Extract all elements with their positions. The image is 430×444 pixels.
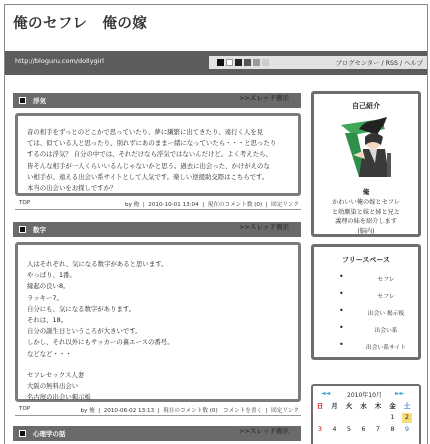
weekday-label: 金: [389, 402, 396, 410]
post-body-box: [15, 242, 301, 402]
nav-links[interactable]: ブログセンター / RSS / ヘルプ: [335, 60, 423, 67]
site-url[interactable]: http://bloguru.com/dollygirl: [15, 57, 104, 65]
post-line: 自分にも、気になる数字があります。: [27, 304, 136, 313]
profile-heading: 自己紹介: [352, 102, 380, 110]
post-title[interactable]: 数字: [33, 226, 46, 234]
title-square-icon: [19, 430, 26, 437]
profile-description: [314, 198, 418, 236]
desc-line: 義理の妹を紹介します: [335, 218, 397, 225]
list-item[interactable]: [314, 324, 418, 341]
list-item[interactable]: [314, 341, 418, 358]
post-line: 本当の出会いをお探しですか？: [27, 184, 117, 193]
calendar-day[interactable]: 5: [346, 425, 352, 433]
post-date: 2010-10-01 13:04: [148, 202, 199, 208]
dark-square-icon: [217, 59, 224, 66]
spacer: [27, 360, 289, 370]
comment-count[interactable]: 現在のコメント数 (0): [163, 408, 218, 414]
link-label[interactable]: 出会い系: [374, 328, 398, 334]
bullet-icon: •: [339, 306, 344, 315]
post-date: 2010-06-02 13:13: [103, 408, 155, 414]
post-line: 皆そんな相手が一人くらいいるんじゃないかと思う。過去に出会った、かけがえのな: [27, 161, 270, 170]
title-square-icon: [19, 97, 26, 104]
free-space-box: [311, 244, 421, 360]
calendar-day[interactable]: 7: [375, 425, 381, 433]
post-body-box: [15, 113, 301, 196]
desc-line: かわいい俺の嫁とセフレ: [332, 199, 400, 206]
light-gray-square-icon: [253, 59, 260, 66]
header-bar: [5, 51, 427, 75]
calendar-day[interactable]: 4: [332, 425, 337, 433]
post-title[interactable]: 浮気: [33, 97, 46, 105]
post-title[interactable]: 心理学の話: [33, 430, 66, 438]
list-item[interactable]: [314, 273, 418, 290]
prev-month-icon[interactable]: ◄◄: [321, 390, 331, 397]
weekday-label: 水: [360, 402, 367, 410]
list-item[interactable]: [314, 290, 418, 307]
author: by 俺: [80, 408, 95, 414]
post-line: 縁起の良い8。: [27, 282, 70, 291]
bullet-icon: •: [339, 289, 344, 298]
desc-line: (脳内): [357, 227, 375, 235]
post-line: 音の相手をずっとのどこかで思っていたり、夢に繊繁に出てきたり、遠行く人を見: [27, 128, 264, 136]
ad-link[interactable]: 大阪の無料出会い: [27, 382, 79, 391]
link-label[interactable]: セフレ: [377, 294, 395, 300]
title-square-icon: [19, 226, 26, 233]
ad-link[interactable]: セフレセックス人妻: [27, 370, 85, 379]
post-line: ラッキー7。: [27, 293, 63, 302]
link-label[interactable]: 出会い 掲示板: [367, 311, 405, 317]
site-title[interactable]: 俺のセフレ 俺の嫁: [13, 16, 148, 32]
post-meta-info: by 俺 | 2010-06-02 13:13 | 現在のコメント数 (0) コメントを書く | 固定リンク: [80, 408, 299, 414]
link-label[interactable]: 出会い系サイト: [365, 345, 407, 351]
permalink[interactable]: 固定リンク: [271, 408, 299, 414]
post-line: しかし、それ以外にもサッカーの裏エースの番号。: [27, 338, 174, 347]
weekday-label: 木: [374, 402, 382, 410]
thread-view-link[interactable]: >>スレッド表示: [239, 94, 289, 102]
post-meta-info: by 俺 | 2010-10-01 13:04 | 現在のコメント数 (0) | 固定リンク: [125, 202, 299, 208]
calendar-day[interactable]: 3: [317, 425, 323, 433]
comment-count[interactable]: 現在のコメント数 (0): [207, 202, 263, 208]
thread-view-link[interactable]: >>スレッド表示: [239, 223, 289, 231]
weekday-label: 月: [331, 402, 338, 410]
calendar-day[interactable]: 1: [390, 413, 395, 421]
post-content: [18, 245, 298, 403]
calendar-day[interactable]: 9: [404, 425, 410, 433]
link-label[interactable]: セフレ: [377, 277, 395, 283]
pale-square-icon: [262, 59, 269, 66]
permalink[interactable]: 固定リンク: [271, 202, 299, 208]
sub-navigation: [209, 56, 427, 69]
bullet-icon: •: [339, 323, 344, 332]
write-comment-link[interactable]: コメントを書く: [222, 408, 263, 414]
gray-square-icon: [244, 59, 251, 66]
dark-square-icon: [235, 59, 242, 66]
bullet-icon: •: [339, 272, 344, 281]
top-link[interactable]: TOP: [19, 406, 31, 412]
next-month-icon[interactable]: ►►: [395, 390, 405, 397]
calendar-day[interactable]: 6: [361, 425, 366, 433]
calendar-day[interactable]: 8: [390, 425, 395, 433]
profile-name[interactable]: 俺: [362, 188, 370, 196]
calendar-day[interactable]: 2: [402, 413, 412, 423]
post-line: 人はそれぞれ、気になる数字があると思います。: [27, 260, 168, 268]
post-meta: [15, 404, 301, 416]
post-line: するのは浮気？ 自分の中では、それだけなら浮気ではないんだけど。よく考えたら、: [27, 150, 272, 159]
profile-avatar-image: [333, 115, 395, 181]
calendar-month: 2010年10月: [347, 392, 382, 399]
profile-box: [311, 91, 421, 237]
bullet-icon: •: [339, 340, 344, 349]
list-item[interactable]: [314, 307, 418, 324]
weekday-label: 土: [403, 402, 411, 410]
post-content: [18, 116, 298, 194]
post-line: い相手が。遠える出会い系サイトとして人気です。楽しい逆援助交際はこちらです。: [27, 172, 269, 181]
free-space-heading: フリースペース: [341, 256, 391, 264]
post-line: ては、似ている人と思ったり、別れずにあのままー緒になっていたら・・・と思ったり: [27, 139, 277, 148]
free-space-list: [314, 273, 418, 358]
post-line: それは、18。: [27, 316, 68, 325]
calendar: [311, 384, 421, 444]
white-square-icon: [226, 59, 233, 66]
post-meta: [15, 198, 301, 210]
post-line: 自分の誕生日というころが大きいです。: [27, 327, 142, 336]
desc-line: と幼馴染と妹と姉と兄と: [331, 208, 401, 216]
post-line: やっぱり、1番。: [27, 271, 76, 280]
weekday-label: 日: [316, 402, 324, 410]
ad-link[interactable]: 名古屋の出会い掲示板: [27, 393, 91, 402]
thread-view-link[interactable]: >>スレッド表示: [239, 427, 289, 435]
author: by 俺: [125, 202, 140, 208]
page: [4, 4, 428, 444]
top-link[interactable]: TOP: [19, 200, 31, 206]
post-line: などなど・・・: [27, 349, 72, 358]
weekday-label: 火: [345, 402, 353, 410]
